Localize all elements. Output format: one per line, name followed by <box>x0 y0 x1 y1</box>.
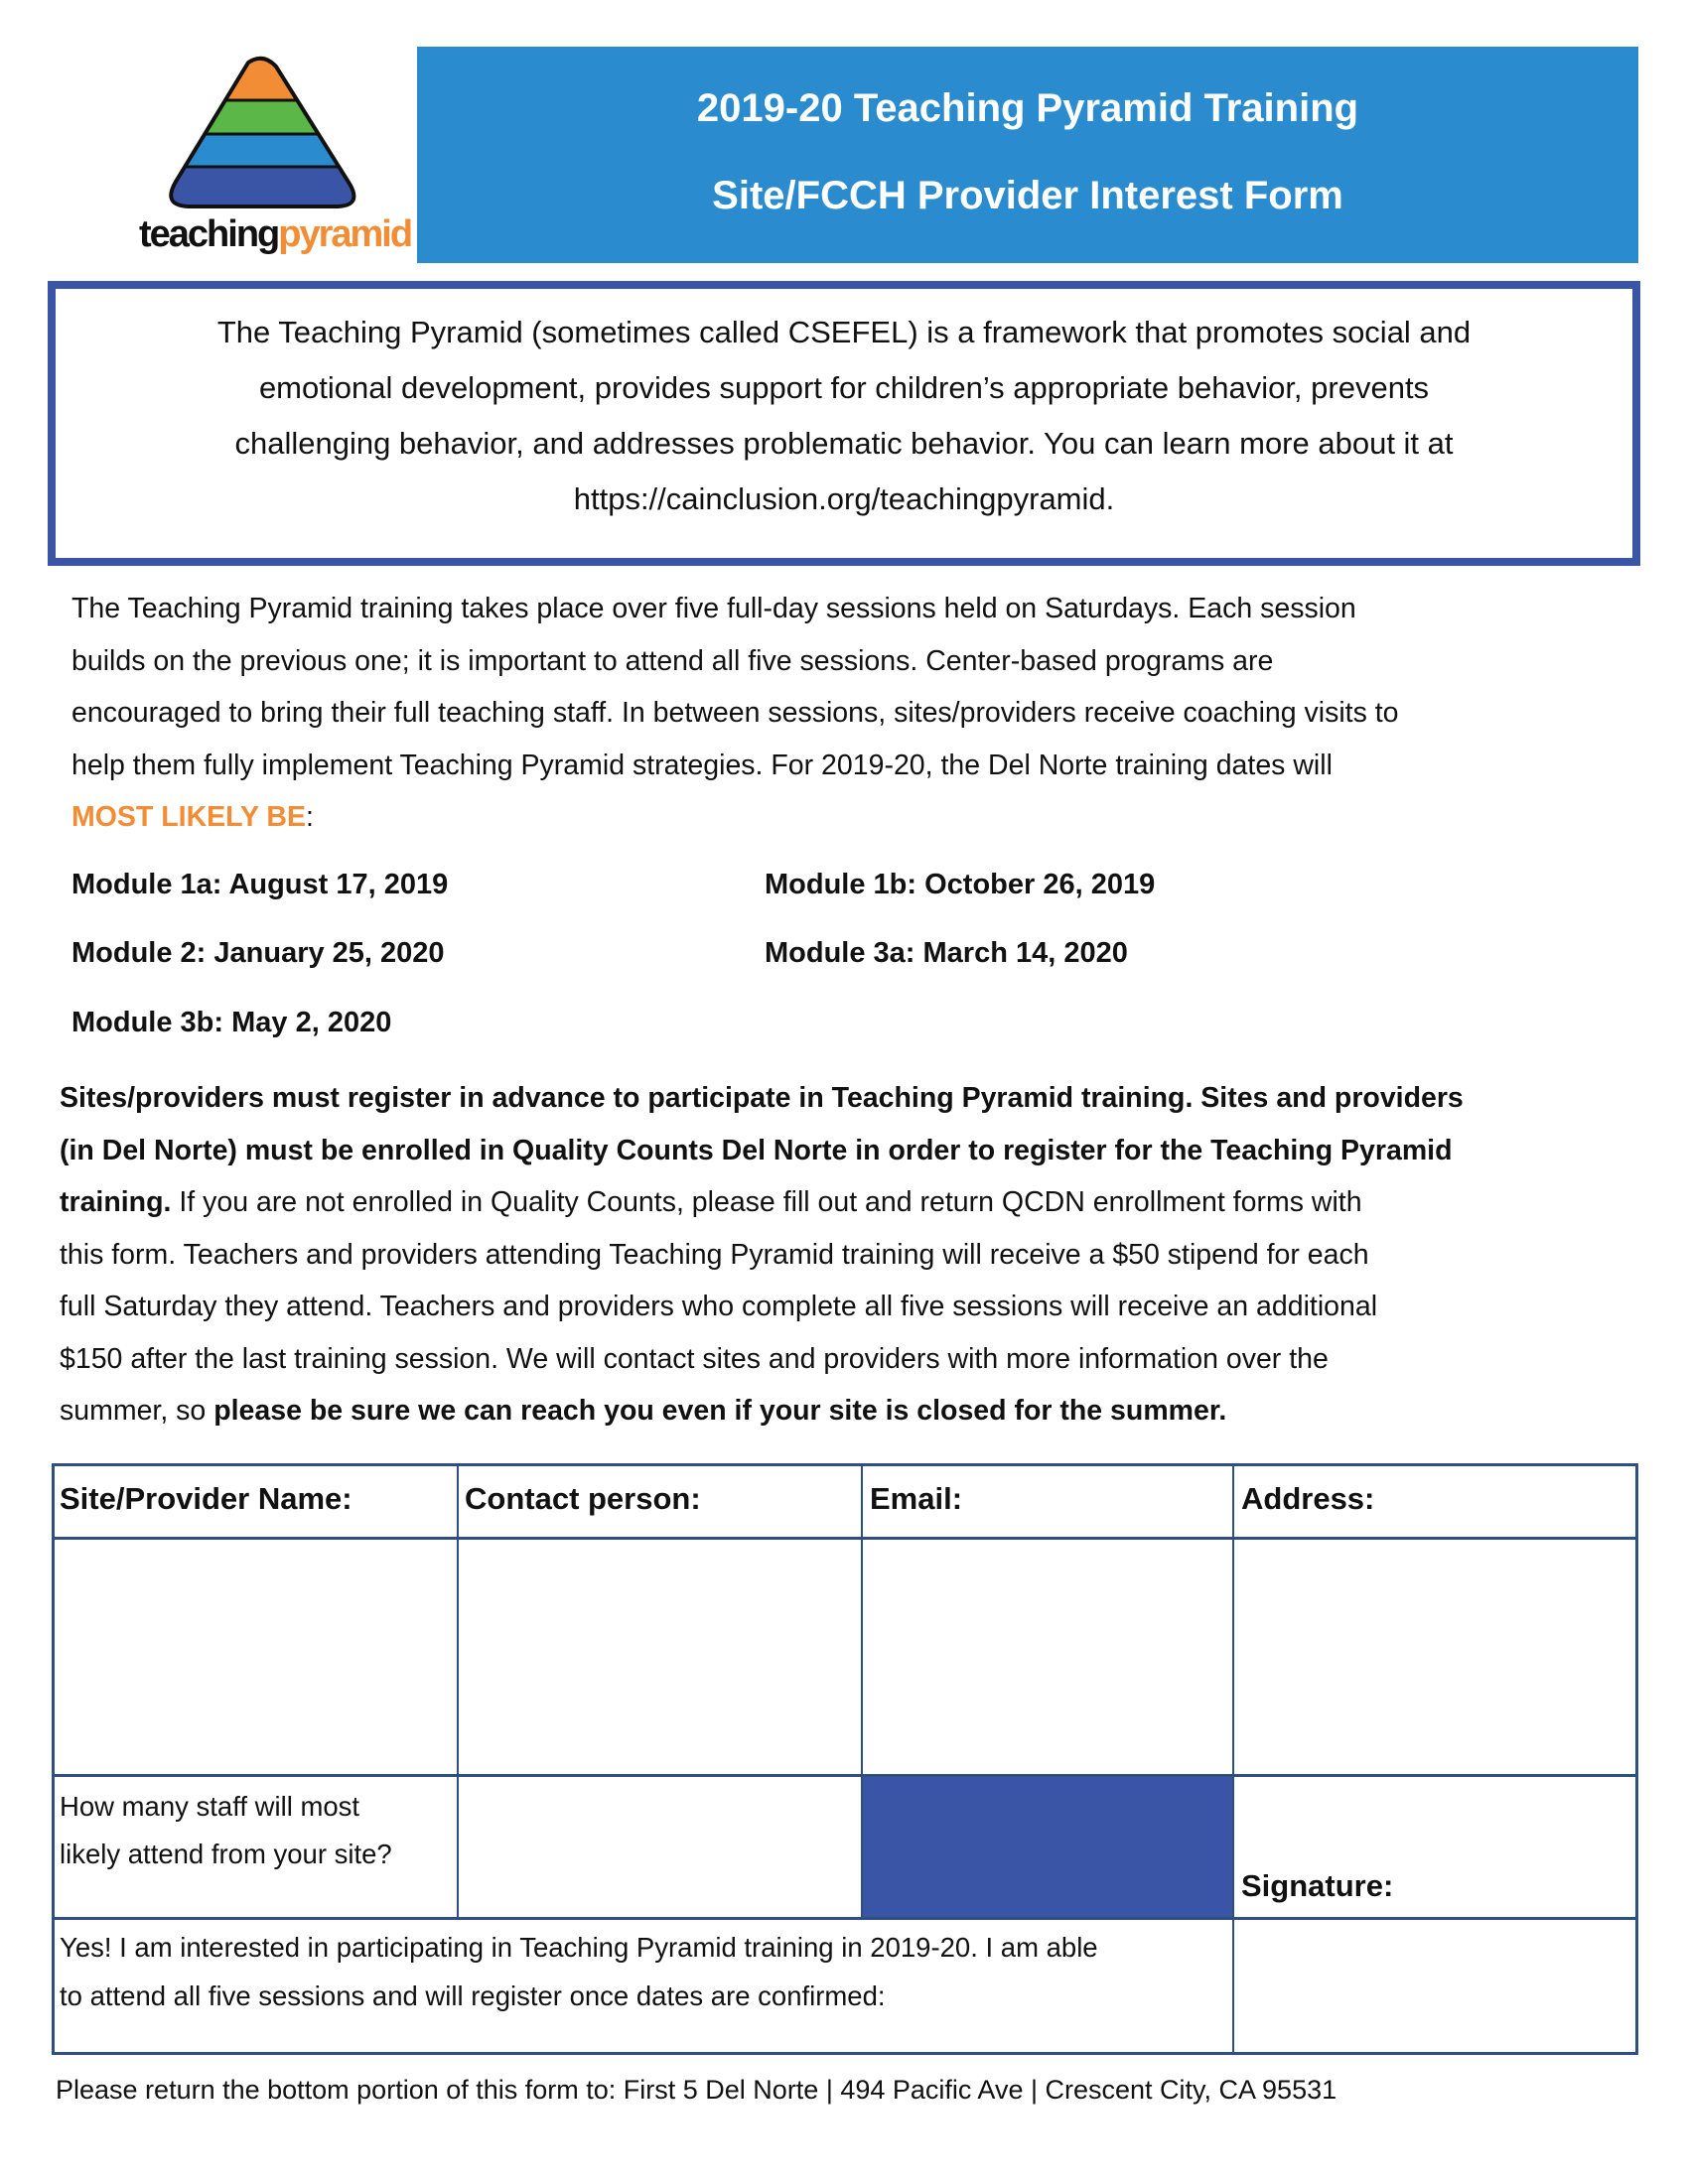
intro-line: https://cainclusion.org/teachingpyramid. <box>573 481 1115 516</box>
paragraph-line <box>60 1395 1226 1428</box>
return-instructions: Please return the bottom portion of this form to: First 5 Del Norte | 494 Pacific Ave | Crescent City, CA 95531 <box>56 2075 1337 2105</box>
paragraph-line-emphasis <box>71 801 314 834</box>
module-date: Module 3a: March 14, 2020 <box>765 937 1128 969</box>
teaching-pyramid-logo <box>139 55 412 273</box>
pyramid-layer-top <box>154 55 372 100</box>
paragraph-line <box>60 1186 1362 1219</box>
paragraph-line: encouraged to bring their full teaching staff. In between sessions, sites/providers receive coaching visits to <box>71 697 1399 729</box>
logo-word-pyramid: pyramid <box>278 213 412 255</box>
intro-line: The Teaching Pyramid (sometimes called CSEFEL) is a framework that promotes social and <box>216 315 1472 349</box>
intro-line: emotional development, provides support for children’s appropriate behavior, prevents <box>258 370 1430 405</box>
pyramid-layer-2 <box>154 100 372 134</box>
address-field[interactable] <box>1234 1540 1635 1774</box>
interest-statement-line: Yes! I am interested in participating in Teaching Pyramid training in 2019-20. I am able <box>60 1932 1098 1963</box>
signature-label: Signature: <box>1241 1868 1394 1903</box>
header-contact-person: Contact person: <box>465 1481 701 1516</box>
emphasis-colon: : <box>305 801 314 833</box>
title-line-1: 2019-20 Teaching Pyramid Training <box>696 86 1359 130</box>
paragraph-line: $150 after the last training session. We will contact sites and providers with more information over the <box>60 1343 1329 1375</box>
logo-word-teaching: teaching <box>139 213 279 255</box>
shaded-cell <box>862 1775 1232 1918</box>
site-provider-name-field[interactable] <box>55 1540 457 1774</box>
paragraph-line: The Teaching Pyramid training takes place over five full-day sessions held on Saturdays. Each session <box>71 593 1356 624</box>
paragraph-line: (in Del Norte) must be enrolled in Quality Counts Del Norte in order to register for the Teaching Pyramid <box>60 1135 1453 1166</box>
title-banner <box>417 47 1638 263</box>
module-date: Module 2: January 25, 2020 <box>71 937 445 969</box>
interest-form-table <box>52 1463 1638 2055</box>
logo-wordmark <box>139 213 412 256</box>
email-field[interactable] <box>863 1540 1232 1774</box>
header-address: Address: <box>1241 1481 1375 1516</box>
staff-count-field[interactable] <box>459 1777 861 1917</box>
paragraph-line: this form. Teachers and providers attending Teaching Pyramid training will receive a $50 stipend for each <box>60 1239 1369 1271</box>
pyramid-icon <box>154 55 372 213</box>
header-site-provider-name: Site/Provider Name: <box>60 1481 352 1516</box>
table-border <box>52 2052 1638 2055</box>
paragraph-line: help them fully implement Teaching Pyramid strategies. For 2019-20, the Del Norte training dates will <box>71 750 1333 781</box>
signature-field[interactable] <box>1234 1920 1635 2052</box>
header-email: Email: <box>870 1481 963 1516</box>
most-likely-emphasis: MOST LIKELY BE <box>71 801 306 833</box>
table-border <box>1635 1463 1638 2055</box>
intro-box <box>48 281 1640 566</box>
staff-question-line: likely attend from your site? <box>60 1839 392 1869</box>
title-line-2: Site/FCCH Provider Interest Form <box>712 174 1343 217</box>
intro-line: challenging behavior, and addresses problematic behavior. You can learn more about it at <box>234 426 1454 461</box>
contact-person-field[interactable] <box>459 1540 861 1774</box>
paragraph-line: builds on the previous one; it is important to attend all five sessions. Center-based programs are <box>71 645 1274 677</box>
plain-text: summer, so <box>60 1395 214 1427</box>
module-date: Module 1a: August 17, 2019 <box>71 869 449 900</box>
staff-question-line: How many staff will most <box>60 1791 360 1822</box>
module-date: Module 3b: May 2, 2020 <box>71 1007 392 1038</box>
bold-text: please be sure we can reach you even if your site is closed for the summer. <box>213 1395 1227 1427</box>
bold-text: training. <box>60 1186 172 1218</box>
interest-statement-line: to attend all five sessions and will register once dates are confirmed: <box>60 1980 886 2011</box>
plain-text: If you are not enrolled in Quality Counts, please fill out and return QCDN enrollment forms with <box>171 1186 1362 1218</box>
module-date: Module 1b: October 26, 2019 <box>765 869 1156 900</box>
paragraph-line: full Saturday they attend. Teachers and providers who complete all five sessions will receive an additional <box>60 1291 1378 1322</box>
table-border <box>52 1463 1638 1466</box>
paragraph-line: Sites/providers must register in advance to participate in Teaching Pyramid training. Sites and providers <box>60 1082 1464 1114</box>
